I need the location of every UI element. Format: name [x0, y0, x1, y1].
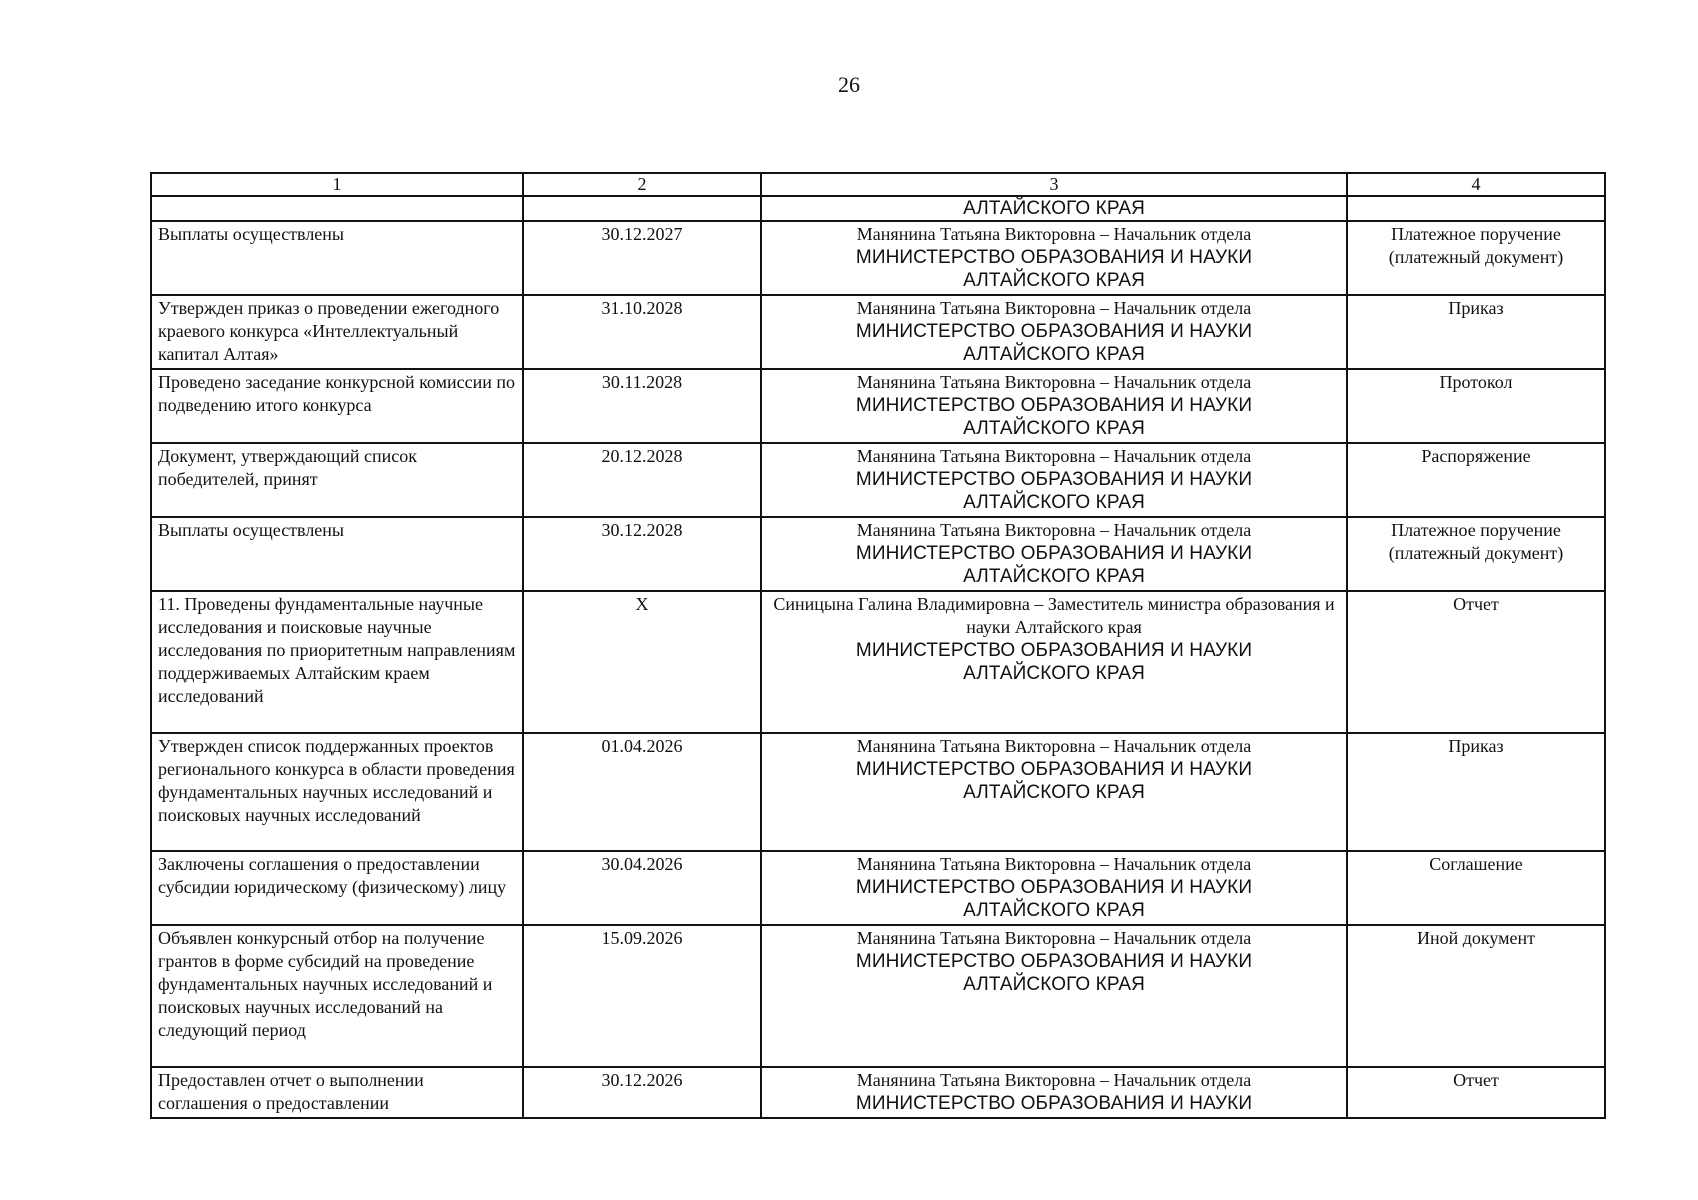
responsible-person: Синицына Галина Владимировна – Заместитель министра образования и науки Алтайского края: [773, 594, 1335, 637]
responsible-person: Манянина Татьяна Викторовна – Начальник отдела: [856, 298, 1252, 318]
responsible-person: Манянина Татьяна Викторовна – Начальник отдела: [856, 1070, 1252, 1090]
responsible-org: МИНИСТЕРСТВО ОБРАЗОВАНИЯ И НАУКИ: [855, 395, 1253, 416]
table-row: [151, 733, 1605, 851]
responsible-org-region: АЛТАЙСКОГО КРАЯ: [963, 566, 1145, 587]
column-number-row: [151, 173, 1605, 196]
table-row: [151, 925, 1605, 1067]
cell-responsible: [761, 369, 1347, 443]
responsible-org: МИНИСТЕРСТВО ОБРАЗОВАНИЯ И НАУКИ: [855, 321, 1253, 342]
responsible-org-region: АЛТАЙСКОГО КРАЯ: [963, 418, 1145, 439]
responsible-org: МИНИСТЕРСТВО ОБРАЗОВАНИЯ И НАУКИ: [855, 640, 1253, 661]
cell-date: 15.09.2026: [523, 925, 761, 1067]
cell-document: [1347, 196, 1605, 221]
column-header-2: 2: [523, 173, 761, 196]
cell-document: Приказ: [1347, 733, 1605, 851]
cell-responsible: [761, 221, 1347, 295]
cell-document: Платежное поручение (платежный документ): [1347, 517, 1605, 591]
cell-event: Выплаты осуществлены: [151, 517, 523, 591]
cell-responsible: [761, 733, 1347, 851]
cell-event: [151, 196, 523, 221]
column-header-1: 1: [151, 173, 523, 196]
responsible-org-region: АЛТАЙСКОГО КРАЯ: [963, 782, 1145, 803]
table-row: [151, 851, 1605, 925]
responsible-person: Манянина Татьяна Викторовна – Начальник отдела: [856, 224, 1252, 244]
responsible-org-region: АЛТАЙСКОГО КРАЯ: [963, 974, 1145, 995]
column-header-3: 3: [761, 173, 1347, 196]
responsible-person: Манянина Татьяна Викторовна – Начальник отдела: [856, 928, 1252, 948]
responsible-org: МИНИСТЕРСТВО ОБРАЗОВАНИЯ И НАУКИ: [855, 877, 1253, 898]
cell-date: 20.12.2028: [523, 443, 761, 517]
cell-event: Заключены соглашения о предоставлении субсидии юридическому (физическому) лицу: [151, 851, 523, 925]
cell-event: 11. Проведены фундаментальные научные исследования и поисковые научные исследования по приоритетным направлениям поддерживаемых Алтайским краем исследований: [151, 591, 523, 733]
cell-date: Х: [523, 591, 761, 733]
cell-document: Отчет: [1347, 591, 1605, 733]
cell-responsible: [761, 925, 1347, 1067]
cell-event: Утвержден список поддержанных проектов регионального конкурса в области проведения фундаментальных научных исследований и поисковых научных исследований: [151, 733, 523, 851]
responsible-person: Манянина Татьяна Викторовна – Начальник отдела: [856, 736, 1252, 756]
continuation-row: [151, 196, 1605, 221]
cell-event: Предоставлен отчет о выполнении соглашения о предоставлении: [151, 1067, 523, 1118]
cell-document: Отчет: [1347, 1067, 1605, 1118]
responsible-person: Манянина Татьяна Викторовна – Начальник отдела: [856, 854, 1252, 874]
table-row: [151, 221, 1605, 295]
responsible-org: МИНИСТЕРСТВО ОБРАЗОВАНИЯ И НАУКИ: [855, 247, 1253, 268]
cell-date: [523, 196, 761, 221]
cell-document: Распоряжение: [1347, 443, 1605, 517]
page-number: 26: [838, 72, 860, 97]
cell-date: 30.04.2026: [523, 851, 761, 925]
table-row: [151, 591, 1605, 733]
cell-date: 30.12.2026: [523, 1067, 761, 1118]
responsible-person: Манянина Татьяна Викторовна – Начальник отдела: [856, 520, 1252, 540]
cell-date: 30.12.2027: [523, 221, 761, 295]
cell-event: Объявлен конкурсный отбор на получение грантов в форме субсидий на проведение фундаментальных научных исследований и поисковых научных исследований на следующий период: [151, 925, 523, 1067]
cell-date: 30.12.2028: [523, 517, 761, 591]
table-row: [151, 517, 1605, 591]
plan-table: [150, 172, 1606, 1119]
responsible-org: МИНИСТЕРСТВО ОБРАЗОВАНИЯ И НАУКИ: [855, 469, 1253, 490]
cell-event: Выплаты осуществлены: [151, 221, 523, 295]
cell-event: Утвержден приказ о проведении ежегодного краевого конкурса «Интеллектуальный капитал Алтая»: [151, 295, 523, 369]
cell-document: Соглашение: [1347, 851, 1605, 925]
cell-document: Приказ: [1347, 295, 1605, 369]
cell-responsible: [761, 851, 1347, 925]
responsible-org-region: АЛТАЙСКОГО КРАЯ: [963, 344, 1145, 365]
table-row: [151, 1067, 1605, 1118]
responsible-person: Манянина Татьяна Викторовна – Начальник отдела: [856, 446, 1252, 466]
responsible-org: МИНИСТЕРСТВО ОБРАЗОВАНИЯ И НАУКИ: [855, 951, 1253, 972]
cell-date: 30.11.2028: [523, 369, 761, 443]
responsible-org: МИНИСТЕРСТВО ОБРАЗОВАНИЯ И НАУКИ: [855, 1093, 1253, 1114]
cell-date: 01.04.2026: [523, 733, 761, 851]
responsible-org-region: АЛТАЙСКОГО КРАЯ: [963, 900, 1145, 921]
table-row: [151, 369, 1605, 443]
cell-document: Иной документ: [1347, 925, 1605, 1067]
responsible-org-region: АЛТАЙСКОГО КРАЯ: [963, 270, 1145, 291]
table-row: [151, 295, 1605, 369]
responsible-org: МИНИСТЕРСТВО ОБРАЗОВАНИЯ И НАУКИ: [855, 543, 1253, 564]
cell-date: 31.10.2028: [523, 295, 761, 369]
cell-responsible: [761, 517, 1347, 591]
cell-document: Протокол: [1347, 369, 1605, 443]
cell-responsible: [761, 1067, 1347, 1118]
responsible-org-region: АЛТАЙСКОГО КРАЯ: [963, 492, 1145, 513]
responsible-org-region: АЛТАЙСКОГО КРАЯ: [963, 663, 1145, 684]
responsible-person: Манянина Татьяна Викторовна – Начальник отдела: [856, 372, 1252, 392]
cell-responsible-org: АЛТАЙСКОГО КРАЯ: [761, 196, 1347, 221]
cell-event: Документ, утверждающий список победителей, принят: [151, 443, 523, 517]
table-row: [151, 443, 1605, 517]
cell-responsible: [761, 295, 1347, 369]
cell-event: Проведено заседание конкурсной комиссии по подведению итого конкурса: [151, 369, 523, 443]
column-header-4: 4: [1347, 173, 1605, 196]
cell-responsible: [761, 443, 1347, 517]
cell-responsible: [761, 591, 1347, 733]
cell-document: Платежное поручение (платежный документ): [1347, 221, 1605, 295]
responsible-org: МИНИСТЕРСТВО ОБРАЗОВАНИЯ И НАУКИ: [855, 759, 1253, 780]
